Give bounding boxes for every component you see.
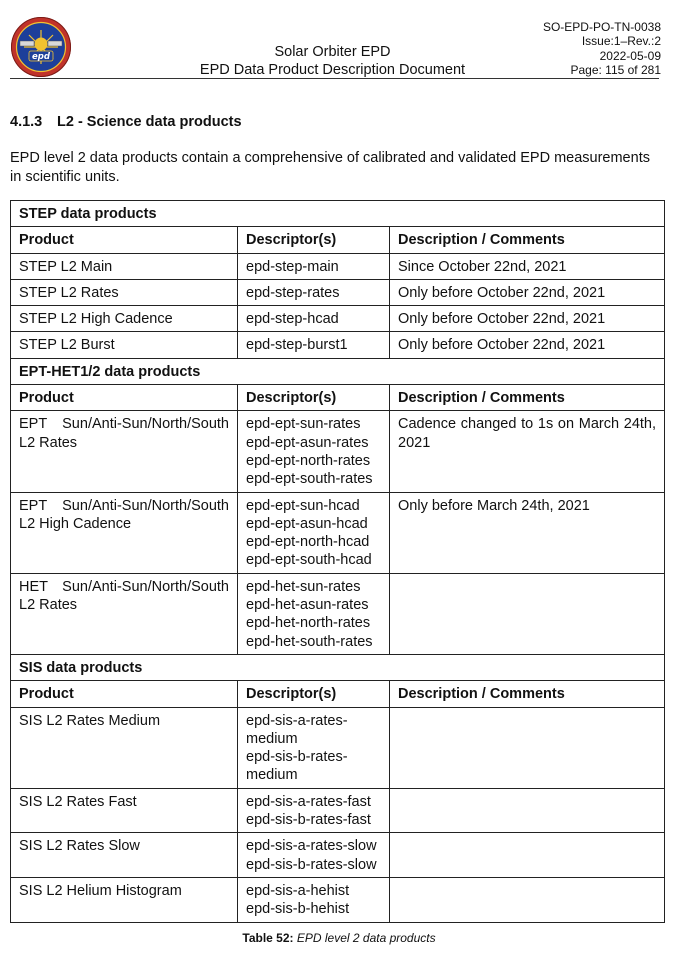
document-id: SO-EPD-PO-TN-0038 bbox=[542, 20, 661, 34]
descriptor: epd-sis-a-rates-fast bbox=[246, 793, 371, 810]
comment-cell: Only before March 24th, 2021 bbox=[390, 492, 665, 573]
table-row bbox=[11, 411, 665, 492]
descriptor: epd-ept-sun-hcad bbox=[246, 497, 360, 514]
header-title-line1: Solar Orbiter EPD bbox=[274, 44, 391, 60]
column-header: Product bbox=[11, 227, 238, 253]
descriptor: epd-sis-b-hehist bbox=[246, 901, 350, 918]
caption-label: Table 52: bbox=[242, 931, 294, 945]
descriptor: epd-sis-a-rates- bbox=[246, 712, 348, 729]
column-header: Descriptor(s) bbox=[238, 227, 390, 253]
product-cell: SIS L2 Rates Medium bbox=[11, 707, 238, 788]
group-title-row bbox=[11, 358, 665, 384]
column-header: Product bbox=[11, 385, 238, 411]
product-cell: SIS L2 Helium Histogram bbox=[11, 877, 238, 922]
column-header: Descriptor(s) bbox=[238, 385, 390, 411]
group-title-row bbox=[11, 201, 665, 227]
descriptor: epd-sis-b-rates-fast bbox=[246, 812, 371, 829]
descriptor: epd-ept-north-rates bbox=[246, 452, 371, 469]
descriptor: epd-step-main bbox=[246, 258, 339, 275]
table-caption bbox=[0, 931, 678, 945]
page-number: Page: 115 of 281 bbox=[570, 62, 661, 77]
descriptor: epd-ept-south-hcad bbox=[246, 552, 372, 569]
descriptor-cell bbox=[238, 833, 390, 878]
descriptor: epd-ept-north-hcad bbox=[246, 534, 370, 551]
issue-revision: Issue:1–Rev.:2 bbox=[581, 34, 661, 49]
descriptor: epd-ept-asun-rates bbox=[246, 434, 369, 451]
descriptor: epd-sis-a-rates-slow bbox=[246, 838, 377, 855]
descriptor-cell bbox=[238, 279, 390, 305]
column-header: Description / Comments bbox=[390, 227, 665, 253]
column-header: Product bbox=[11, 681, 238, 707]
descriptor: epd-step-burst1 bbox=[246, 337, 348, 354]
descriptor: epd-ept-sun-rates bbox=[246, 416, 361, 433]
header-divider bbox=[10, 78, 659, 79]
document-meta bbox=[543, 20, 661, 77]
product-cell: SIS L2 Rates Fast bbox=[11, 788, 238, 833]
comment-cell bbox=[390, 877, 665, 922]
column-header-row bbox=[11, 227, 665, 253]
group-title: SIS data products bbox=[11, 654, 665, 680]
column-header: Description / Comments bbox=[390, 385, 665, 411]
column-header: Descriptor(s) bbox=[238, 681, 390, 707]
descriptor: epd-ept-south-rates bbox=[246, 471, 373, 488]
descriptor: epd-sis-b-rates-slow bbox=[246, 856, 377, 873]
column-header: Description / Comments bbox=[390, 681, 665, 707]
comment-cell: Only before October 22nd, 2021 bbox=[390, 279, 665, 305]
product-cell: STEP L2 High Cadence bbox=[11, 306, 238, 332]
comment-cell bbox=[390, 707, 665, 788]
descriptor-cell bbox=[238, 411, 390, 492]
products-table-body bbox=[11, 201, 665, 923]
header-title-line2: EPD Data Product Description Document bbox=[199, 62, 466, 78]
descriptor: epd-ept-asun-hcad bbox=[246, 515, 368, 532]
caption-text: EPD level 2 data products bbox=[296, 931, 436, 945]
column-header-row bbox=[11, 385, 665, 411]
descriptor-cell bbox=[238, 306, 390, 332]
table-row bbox=[11, 306, 665, 332]
descriptor: epd-step-hcad bbox=[246, 311, 339, 328]
table-row bbox=[11, 707, 665, 788]
comment-cell bbox=[390, 573, 665, 654]
section-intro: EPD level 2 data products contain a comprehensive of calibrated and validated EPD measurements in scientific units. bbox=[10, 150, 650, 185]
table-row bbox=[11, 279, 665, 305]
comment-cell: Only before October 22nd, 2021 bbox=[390, 332, 665, 358]
descriptor-cell bbox=[238, 877, 390, 922]
product-cell: STEP L2 Main bbox=[11, 253, 238, 279]
group-title-row bbox=[11, 654, 665, 680]
section-number: 4.1.3 bbox=[10, 114, 43, 130]
product-cell: EPT Sun/Anti-Sun/North/South L2 Rates bbox=[11, 411, 238, 492]
comment-cell: Cadence changed to 1s on March 24th, 2021 bbox=[390, 411, 665, 492]
table-row bbox=[11, 788, 665, 833]
descriptor-cell bbox=[238, 253, 390, 279]
descriptor: epd-sis-b-rates- bbox=[246, 749, 348, 766]
descriptor: epd-sis-a-hehist bbox=[246, 882, 350, 899]
products-table bbox=[10, 200, 665, 923]
descriptor-cell bbox=[238, 788, 390, 833]
table-row bbox=[11, 877, 665, 922]
product-cell: HET Sun/Anti-Sun/North/South L2 Rates bbox=[11, 573, 238, 654]
product-cell: STEP L2 Burst bbox=[11, 332, 238, 358]
product-cell: EPT Sun/Anti-Sun/North/South L2 High Cadence bbox=[11, 492, 238, 573]
descriptor-cell bbox=[238, 573, 390, 654]
descriptor-cell bbox=[238, 707, 390, 788]
table-row bbox=[11, 253, 665, 279]
section-heading bbox=[10, 114, 242, 130]
product-cell: STEP L2 Rates bbox=[11, 279, 238, 305]
descriptor-cell bbox=[238, 492, 390, 573]
table-row bbox=[11, 332, 665, 358]
comment-cell: Since October 22nd, 2021 bbox=[390, 253, 665, 279]
descriptor-cell bbox=[238, 332, 390, 358]
table-row bbox=[11, 833, 665, 878]
page-header bbox=[10, 14, 665, 78]
descriptor: medium bbox=[246, 767, 298, 784]
comment-cell bbox=[390, 833, 665, 878]
epd-logo bbox=[10, 16, 72, 78]
group-title: EPT-HET1/2 data products bbox=[11, 358, 665, 384]
descriptor: epd-het-north-rates bbox=[246, 615, 371, 632]
descriptor: epd-het-asun-rates bbox=[246, 597, 369, 614]
comment-cell bbox=[390, 788, 665, 833]
table-row bbox=[11, 492, 665, 573]
descriptor: epd-het-sun-rates bbox=[246, 578, 361, 595]
document-date: 2022-05-09 bbox=[599, 48, 661, 63]
product-cell: SIS L2 Rates Slow bbox=[11, 833, 238, 878]
table-row bbox=[11, 573, 665, 654]
section-title: L2 - Science data products bbox=[57, 114, 242, 130]
descriptor: medium bbox=[246, 730, 298, 747]
comment-cell: Only before October 22nd, 2021 bbox=[390, 306, 665, 332]
column-header-row bbox=[11, 681, 665, 707]
descriptor: epd-het-south-rates bbox=[246, 633, 373, 650]
group-title: STEP data products bbox=[11, 201, 665, 227]
logo-text: epd bbox=[32, 52, 50, 62]
descriptor: epd-step-rates bbox=[246, 284, 340, 301]
